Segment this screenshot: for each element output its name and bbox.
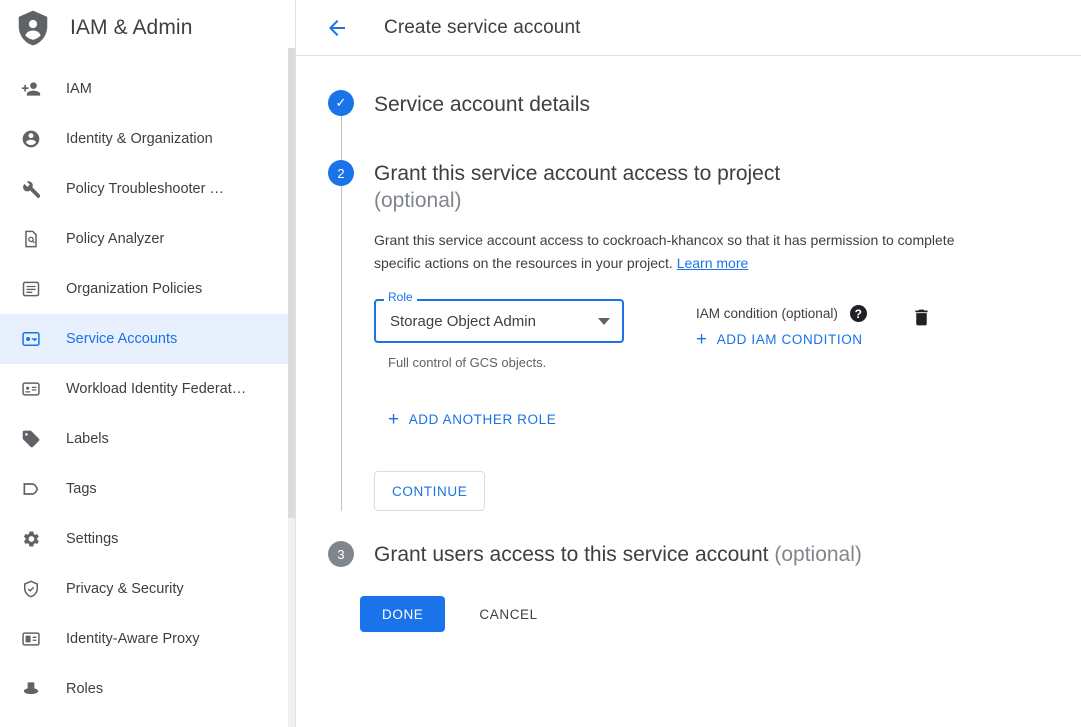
shield-icon bbox=[18, 579, 44, 599]
role-select-value: Storage Object Admin bbox=[390, 312, 536, 330]
iam-condition-block bbox=[696, 299, 867, 349]
sidebar-item-label: Service Accounts bbox=[66, 331, 178, 347]
sidebar-item-label: Labels bbox=[66, 431, 109, 447]
arrow-left-icon[interactable] bbox=[324, 15, 350, 41]
wizard-content bbox=[296, 56, 1081, 632]
wizard-footer bbox=[360, 596, 1081, 632]
product-title: IAM & Admin bbox=[70, 16, 193, 39]
sidebar bbox=[0, 0, 296, 727]
step-2-optional: (optional) bbox=[374, 189, 462, 212]
role-select[interactable] bbox=[374, 299, 624, 343]
main-header bbox=[296, 0, 1081, 56]
tag-outline-icon bbox=[18, 479, 44, 499]
add-another-role-label: ADD ANOTHER ROLE bbox=[408, 412, 557, 427]
step-3-title-text: Grant users access to this service account bbox=[374, 543, 769, 566]
sidebar-item-labels[interactable] bbox=[0, 414, 295, 464]
hat-icon bbox=[18, 679, 44, 699]
iam-condition-label-row bbox=[696, 305, 867, 322]
plus-icon: + bbox=[696, 329, 708, 350]
trash-icon[interactable] bbox=[911, 307, 932, 333]
step-1-title: Service account details bbox=[374, 93, 590, 116]
sidebar-nav bbox=[0, 56, 295, 714]
step-3-body[interactable] bbox=[372, 541, 1081, 568]
sidebar-item-roles[interactable] bbox=[0, 664, 295, 714]
tag-icon bbox=[18, 429, 44, 449]
wizard-step-3 bbox=[328, 541, 1081, 568]
sidebar-item-label: Settings bbox=[66, 531, 119, 547]
page-title: Create service account bbox=[384, 16, 581, 38]
step-1-number: ✓ bbox=[328, 90, 354, 116]
role-helper-text: Full control of GCS objects. bbox=[388, 355, 547, 370]
step-3-number: 3 bbox=[328, 541, 354, 567]
chevron-down-icon bbox=[598, 318, 610, 325]
wizard-step-1 bbox=[328, 90, 1081, 160]
sidebar-item-tags[interactable] bbox=[0, 464, 295, 514]
wrench-icon bbox=[18, 179, 44, 199]
main-panel bbox=[296, 0, 1081, 727]
sidebar-item-settings[interactable] bbox=[0, 514, 295, 564]
step-1-marker bbox=[328, 90, 372, 160]
help-icon[interactable]: ? bbox=[850, 305, 867, 322]
plus-icon: + bbox=[388, 409, 400, 430]
step-2-description-text: Grant this service account access to cockroach-khancox so that it has permission to complete specific actions on the resources in your project. bbox=[374, 232, 955, 271]
sidebar-item-label: Identity-Aware Proxy bbox=[66, 631, 200, 647]
sidebar-item-label: Policy Troubleshooter … bbox=[66, 181, 224, 197]
wizard-step-2 bbox=[328, 160, 1081, 511]
cancel-button[interactable]: CANCEL bbox=[479, 606, 538, 622]
add-iam-condition-button[interactable] bbox=[696, 330, 867, 349]
sidebar-scrollbar-thumb[interactable] bbox=[288, 48, 295, 518]
sidebar-item-label: Roles bbox=[66, 681, 104, 697]
step-1-body[interactable] bbox=[372, 90, 1081, 160]
sidebar-scrollbar[interactable] bbox=[288, 48, 295, 727]
sidebar-header bbox=[0, 0, 295, 56]
step-2-description bbox=[374, 229, 974, 275]
account-circle-icon bbox=[18, 129, 44, 149]
continue-button[interactable]: CONTINUE bbox=[374, 471, 485, 511]
role-select-wrapper bbox=[374, 290, 624, 370]
step-3-marker bbox=[328, 541, 372, 568]
sidebar-item-iam[interactable] bbox=[0, 64, 295, 114]
add-another-role-button[interactable] bbox=[388, 410, 1081, 429]
sidebar-item-policy-troubleshooter[interactable] bbox=[0, 164, 295, 214]
sidebar-item-label: Tags bbox=[66, 481, 97, 497]
sidebar-item-workload-identity-federation[interactable] bbox=[0, 364, 295, 414]
role-field-label: Role bbox=[384, 290, 417, 304]
learn-more-link[interactable]: Learn more bbox=[676, 255, 749, 271]
done-button[interactable]: DONE bbox=[360, 596, 445, 632]
gear-icon bbox=[18, 529, 44, 549]
step-2-number: 2 bbox=[328, 160, 354, 186]
sidebar-item-label: IAM bbox=[66, 81, 92, 97]
document-search-icon bbox=[18, 229, 44, 249]
step-3-optional: (optional) bbox=[774, 543, 862, 566]
sidebar-item-label: Workload Identity Federat… bbox=[66, 381, 247, 397]
sidebar-item-privacy-security[interactable] bbox=[0, 564, 295, 614]
sidebar-item-identity-aware-proxy[interactable] bbox=[0, 614, 295, 664]
step-2-title bbox=[374, 160, 1081, 214]
badge-key-icon bbox=[18, 329, 44, 349]
sidebar-item-label: Policy Analyzer bbox=[66, 231, 165, 247]
person-add-icon bbox=[18, 79, 44, 99]
step-3-title bbox=[374, 541, 1081, 568]
sidebar-item-identity-organization[interactable] bbox=[0, 114, 295, 164]
sidebar-item-label: Organization Policies bbox=[66, 281, 203, 297]
iam-condition-label: IAM condition (optional) bbox=[696, 306, 838, 321]
step-connector bbox=[341, 116, 342, 160]
step-2-marker bbox=[328, 160, 372, 511]
sidebar-item-label: Identity & Organization bbox=[66, 131, 213, 147]
proxy-icon bbox=[18, 629, 44, 649]
list-icon bbox=[18, 279, 44, 299]
role-row bbox=[374, 290, 1081, 370]
step-2-body bbox=[372, 160, 1081, 511]
id-card-icon bbox=[18, 379, 44, 399]
sidebar-item-policy-analyzer[interactable] bbox=[0, 214, 295, 264]
sidebar-item-organization-policies[interactable] bbox=[0, 264, 295, 314]
sidebar-item-label: Privacy & Security bbox=[66, 581, 184, 597]
step-connector bbox=[341, 186, 342, 511]
shield-person-icon bbox=[14, 9, 52, 47]
sidebar-item-service-accounts[interactable] bbox=[0, 314, 295, 364]
step-2-title-text: Grant this service account access to project bbox=[374, 162, 781, 185]
add-iam-condition-label: ADD IAM CONDITION bbox=[716, 332, 863, 347]
